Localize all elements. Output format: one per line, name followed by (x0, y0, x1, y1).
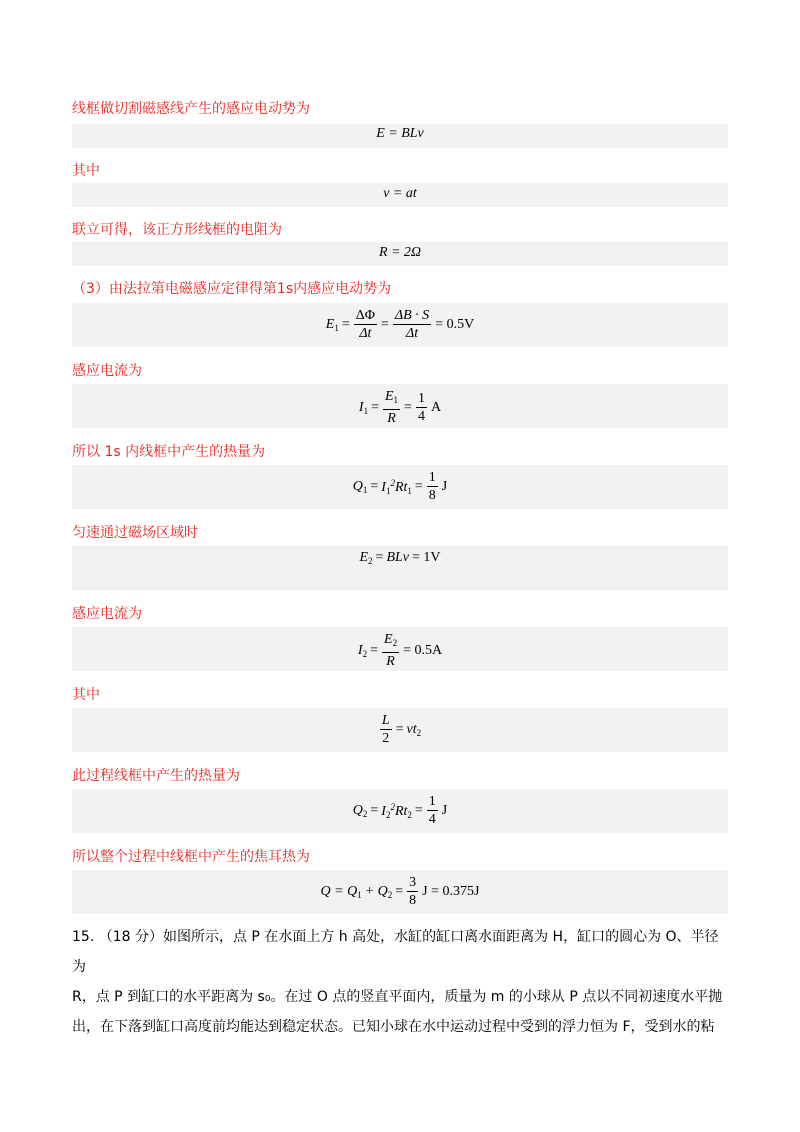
equation-2 (72, 186, 728, 202)
equation-7: $E_2$ = BLv = 1V (359, 550, 441, 566)
equation-box-2 (72, 183, 728, 207)
text-line-10: 此过程线框中产生的热量为 (72, 768, 240, 784)
equation-box-8 (72, 627, 728, 671)
e5-frac2: $\frac{1}{4}$ (417, 391, 425, 424)
e8-frac: $\frac{E_2}{R}$ (384, 632, 398, 669)
text-line-1: 线框做切割磁感线产生的感应电动势为 (72, 101, 310, 117)
equation-10: $Q_2$ = $I_2^2Rt_2$ = $\frac{1}{4}$ J (352, 794, 448, 827)
equation-box-10 (72, 789, 728, 833)
equation-5: $I_1$ = $\frac{E_1}{R}$ = $\frac{1}{4}$ A (358, 389, 442, 426)
text-line-2: 其中 (72, 163, 100, 179)
equation-8: $I_2$ = $\frac{E_2}{R}$ = 0.5A (357, 632, 443, 669)
text-line-9: 其中 (72, 687, 100, 703)
e4-frac2: $\frac{\Delta B \cdot S}{\Delta t}$ (394, 308, 430, 341)
equation-1 (72, 126, 728, 142)
text-line-5: 感应电流为 (72, 363, 142, 379)
e5-unit: A (430, 399, 442, 415)
e5-frac1: $\frac{E_1}{R}$ (384, 389, 399, 426)
equation-9: $\frac{L}{2}$ = $vt_2$ (381, 713, 422, 746)
equation-box-7 (72, 546, 728, 590)
e4-result: = 0.5V (435, 316, 475, 332)
e9-frac: $\frac{L}{2}$ (381, 713, 390, 746)
text-line-3: 联立可得，该正方形线框的电阻为 (72, 222, 282, 238)
text-line-7: 匀速通过磁场区域时 (72, 525, 198, 541)
equation-box-3 (72, 242, 728, 266)
equation-box-6 (72, 465, 728, 509)
e10-frac: $\frac{1}{4}$ (428, 794, 436, 827)
e4-lhs: E (325, 316, 335, 332)
equation-box-4 (72, 303, 728, 347)
equation-box-11 (72, 870, 728, 914)
equation-box-5 (72, 384, 728, 428)
problem-15 (72, 922, 732, 1042)
equation-3-text: R = 2Ω (378, 245, 422, 260)
problem-score: （18 分） (98, 929, 163, 945)
e11-frac: $\frac{3}{8}$ (409, 875, 417, 908)
problem-line-1-text: 如图所示，点 P 在水面上方 h 高处，水缸的缸口离水面距离为 H，缸口的圆心为 O、半径为 (72, 929, 719, 975)
problem-line-1 (72, 922, 732, 982)
problem-number: 15. (72, 929, 95, 945)
e4-sub: 1 (334, 322, 339, 333)
problem-line-2: R，点 P 到缸口的水平距离为 s₀。在过 O 点的竖直平面内，质量为 m 的小球从 P 点以不同初速度水平抛 (72, 989, 723, 1005)
text-line-4: （3）由法拉第电磁感应定律得第1s内感应电动势为 (72, 281, 392, 297)
problem-line-3: 出，在下落到缸口高度前均能达到稳定状态。已知小球在水中运动过程中受到的浮力恒为 F，受到水的粘 (72, 1019, 715, 1035)
text-line-11: 所以整个过程中线框中产生的焦耳热为 (72, 849, 310, 865)
equation-11: $Q = Q_1$ + $Q_2$ = $\frac{3}{8}$ J = 0.375J (320, 875, 480, 908)
equation-box-9 (72, 708, 728, 752)
equation-4: $E_1$ = $\frac{\Delta\Phi}{\Delta t}$ = $\frac{\Delta B \cdot S}{\Delta t}$ = 0.5V (325, 308, 475, 341)
equation-box-1 (72, 124, 728, 148)
text-line-6: 所以 1s 内线框中产生的热量为 (72, 444, 266, 460)
e4-frac1: $\frac{\Delta\Phi}{\Delta t}$ (355, 308, 375, 341)
equation-6: $Q_1$ = $I_1^2Rt_1$ = $\frac{1}{8}$ J (352, 470, 448, 503)
e6-frac: $\frac{1}{8}$ (428, 470, 436, 503)
equation-2-text: v = at (383, 186, 417, 201)
equation-3 (72, 245, 728, 261)
equation-1-text: E = BLv (376, 126, 424, 141)
text-line-8: 感应电流为 (72, 606, 142, 622)
